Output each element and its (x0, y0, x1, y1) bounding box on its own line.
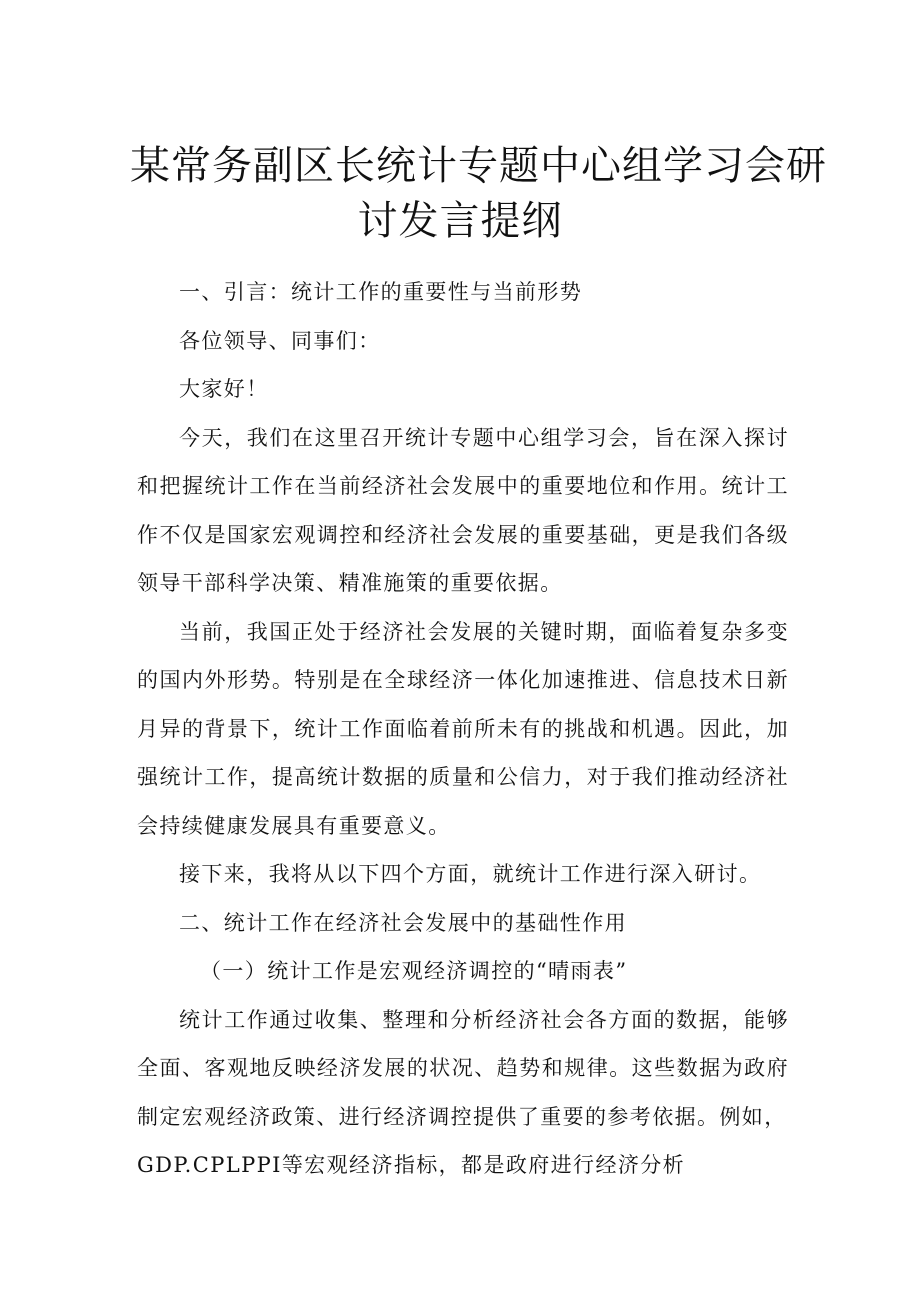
subsection-heading-one: （一）统计工作是宏观经济调控的“晴雨表” (200, 959, 628, 983)
document-title-line-1: 某常务副区长统计专题中心组学习会研 (130, 143, 827, 189)
paragraph-indicators: GDP.CPLPPI等宏观经济指标，都是政府进行经济分析 (137, 1153, 686, 1177)
paragraph-opening: 今天，我们在这里召开统计专题中心组学习会，旨在深入探讨和把握统计工作在当前经济社会发展中的重要地位和作用。统计工作不仅是国家宏观调控和经济社会发展的重要基础，更是我们各级领导干部科学决策、精准施策的重要依据。 (137, 425, 789, 595)
salutation: 各位领导、同事们： (179, 328, 381, 353)
section-heading-intro: 一、引言：统计工作的重要性与当前形势 (179, 280, 583, 304)
section-heading-two: 二、统计工作在经济社会发展中的基础性作用 (179, 910, 627, 935)
paragraph-statistics-role: 统计工作通过收集、整理和分析经济社会各方面的数据，能够全面、客观地反映经济发展的状况、趋势和规律。这些数据为政府制定宏观经济政策、进行经济调控提供了重要的参考依据。例如， (137, 1007, 789, 1129)
document-title-line-2: 讨发言提纲 (357, 198, 563, 244)
paragraph-current-situation: 当前，我国正处于经济社会发展的关键时期，面临着复杂多变的国内外形势。特别是在全球经济一体化加速推进、信息技术日新月异的背景下，统计工作面临着前所未有的挑战和机遇。因此，加强统计工作，提高统计数据的质量和公信力，对于我们推动经济社会持续健康发展具有重要意义。 (137, 619, 789, 838)
greeting: 大家好！ (179, 377, 269, 401)
paragraph-transition: 接下来，我将从以下四个方面，就统计工作进行深入研讨。 (179, 862, 762, 886)
document-body (137, 268, 789, 1190)
